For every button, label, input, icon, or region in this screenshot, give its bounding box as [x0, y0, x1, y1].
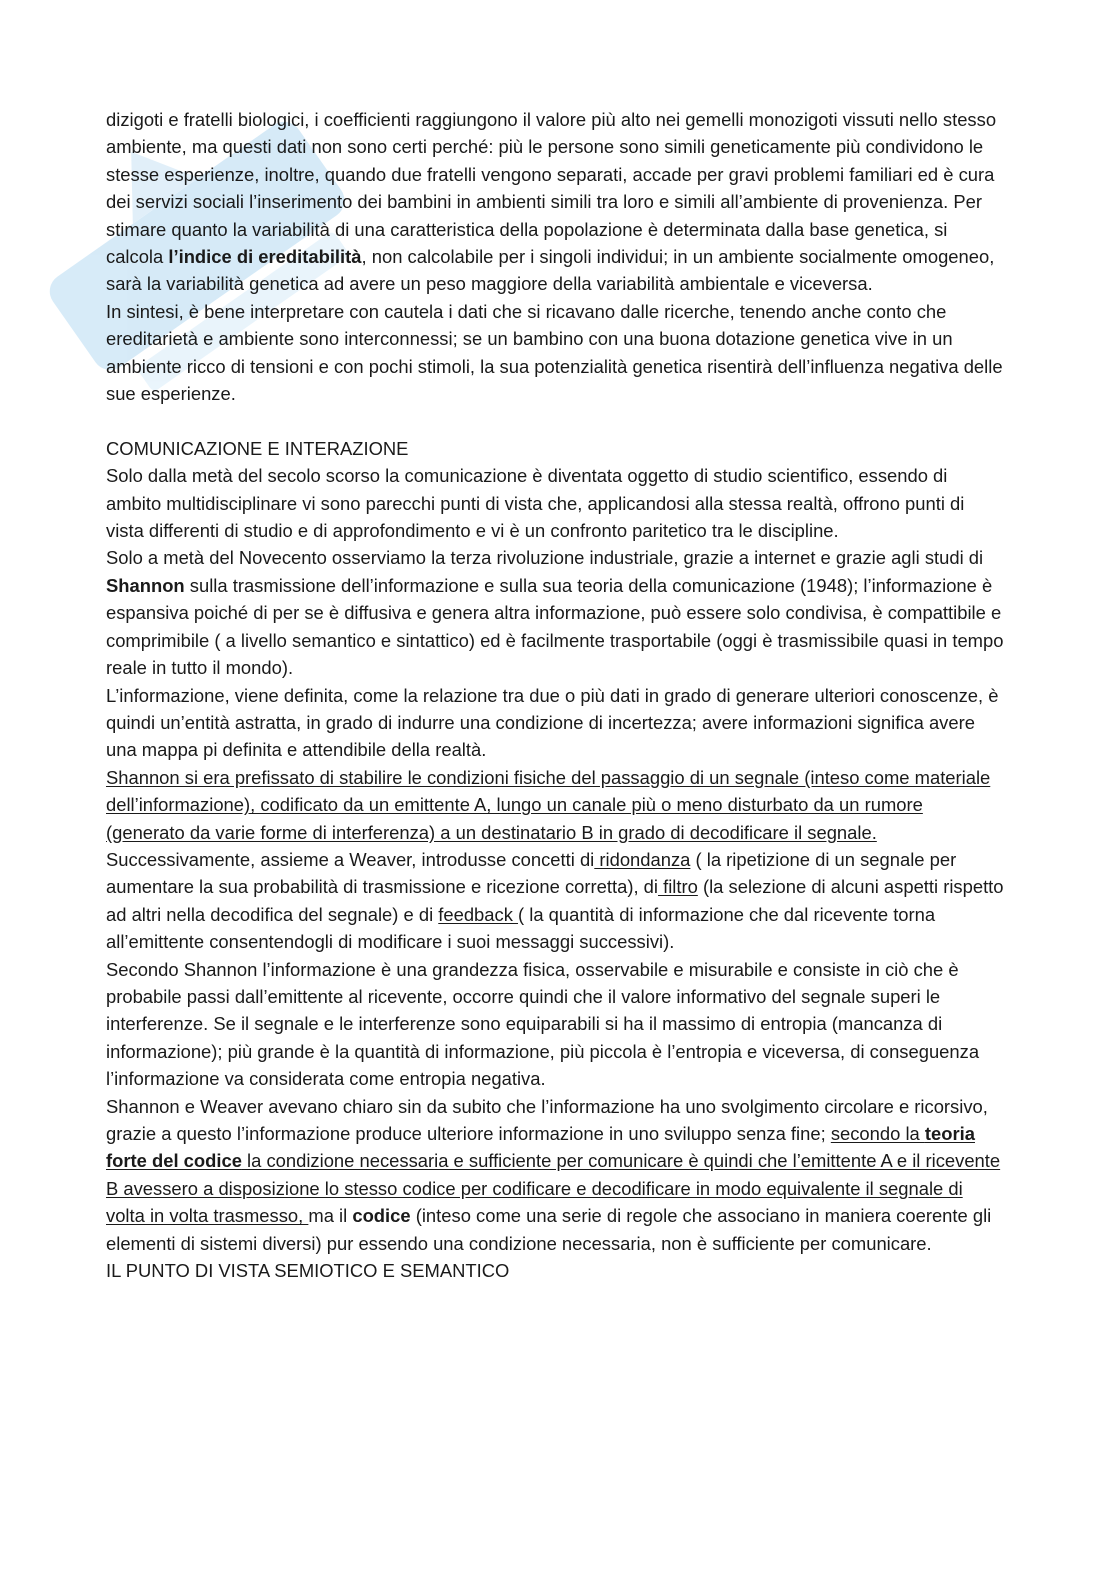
- paragraph-ereditabilita: [106, 106, 1006, 298]
- section-heading-semiotico: IL PUNTO DI VISTA SEMIOTICO E SEMANTICO: [106, 1260, 510, 1282]
- paragraph-informazione-definizione: L’informazione, viene definita, come la relazione tra due o più dati in grado di generare ulteriori conoscenze, è quindi un’entità astratta, in grado di indurre una condizione di incertezza; avere informazioni significa avere una mappa pi definita e attendibile della realtà.: [106, 684, 999, 761]
- paragraph-text: (inteso come una serie di regole che associano in maniera coerente gli elementi di sistemi diversi) pur essendo una condizione necessaria, non è sufficiente per comunicare.: [106, 1205, 992, 1254]
- underlined-part: la condizione necessaria e sufficiente per comunicare è quindi che l’emittente A e il ricevente B avessero a disposizione lo stesso codice per codificare e decodificare in modo equivalente il segnale di volta in volta trasmesso,: [106, 1150, 1001, 1227]
- underlined-text: Shannon si era prefissato di stabilire le condizioni fisiche del passaggio di un segnale (inteso come materiale dell’informazione), codificato da un emittente A, lungo un canale più o meno disturbato da un rumore (generato da varie forme di interferenza) a un destinatario B in grado di decodificare il segnale.: [106, 766, 991, 843]
- bold-term: teoria forte del codice: [106, 1123, 975, 1172]
- paragraph-sintesi: In sintesi, è bene interpretare con cautela i dati che si ricavano dalle ricerche, tenendo anche conto che ereditarietà e ambiente sono interconnessi; se un bambino con una buona dotazione genetica vive in un ambiente ricco di tensioni e con pochi stimoli, la sua potenzialità genetica risentirà dell’influenza negativa delle sue esperienze.: [106, 300, 1003, 405]
- document-page: [106, 106, 1006, 1284]
- bold-term: l’indice di ereditabilità: [168, 246, 362, 268]
- bold-term: codice: [352, 1205, 411, 1227]
- section-heading-comunicazione: COMUNICAZIONE E INTERAZIONE: [106, 437, 409, 459]
- paragraph-text: ma il: [308, 1205, 353, 1227]
- underlined-part: secondo la: [830, 1123, 925, 1145]
- paragraph-comunicazione-studio: Solo dalla metà del secolo scorso la comunicazione è diventata oggetto di studio scientifico, essendo di ambito multidisciplinare vi sono parecchi punti di vista che, applicandosi alla stessa realtà, offrono punti di vista differenti di studio e di approfondimento e vi è un confronto paritetico tra le discipline.: [106, 465, 965, 542]
- paragraph-text: Successivamente, assieme a Weaver, introdusse concetti di: [106, 848, 595, 870]
- paragraph-text: Shannon e Weaver avevano chiaro sin da subito che l’informazione ha uno svolgimento circolare e ricorsivo, grazie a questo l’informazione produce ulteriore informazione in uno sviluppo senza fine;: [106, 1095, 988, 1145]
- blank-line: [106, 407, 1006, 434]
- underlined-term: feedback: [438, 903, 519, 925]
- paragraph-text: dizigoti e fratelli biologici, i coefficienti raggiungono il valore più alto nei gemelli monozigoti vissuti nello stesso ambiente, ma questi dati non sono certi perché: più le persone sono simili geneticamente più condividono le stesse esperienze, inoltre, quando due fratelli vengono separati, accade per gravi problemi familiari ed è cura dei servizi sociali l’inserimento dei bambini in ambienti simili tra loro e simili all’ambiente di provenienza. Per stimare quanto la variabilità di una caratteristica della popolazione è determinata dalla base genetica, si calcola: [106, 109, 997, 268]
- paragraph-novecento: [106, 544, 1006, 681]
- paragraph-text: , non calcolabile per i singoli individui; in un ambiente socialmente omogeneo, sarà la variabilità genetica ad avere un peso maggiore della variabilità ambientale e viceversa.: [106, 246, 995, 295]
- underlined-term: ridondanza: [594, 848, 691, 870]
- bold-term: Shannon: [106, 574, 185, 596]
- paragraph-text: ( la ripetizione di un segnale per aumentare la sua probabilità di trasmissione e ricezione corretta), di: [106, 848, 957, 898]
- paragraph-text: (la selezione di alcuni aspetti rispetto ad altri nella decodifica del segnale) e di: [106, 876, 1004, 925]
- paragraph-shannon-segnale: [106, 764, 1006, 846]
- paragraph-weaver: [106, 846, 1006, 956]
- paragraph-entropia: Secondo Shannon l’informazione è una grandezza fisica, osservabile e misurabile e consiste in ciò che è probabile passi dall’emittente al ricevente, occorre quindi che il valore informativo del segnale superi le interferenze. Se il segnale e le interferenze sono equiparabili si ha il massimo di entropia (mancanza di informazione); più grande è la quantità di informazione, più piccola è l’entropia e viceversa, di conseguenza l’informazione va considerata come entropia negativa.: [106, 958, 980, 1090]
- paragraph-text: Solo a metà del Novecento osserviamo la terza rivoluzione industriale, grazie a internet e grazie agli studi di: [106, 547, 984, 569]
- underlined-term: filtro: [658, 876, 698, 898]
- paragraph-text: sulla trasmissione dell’informazione e sulla sua teoria della comunicazione (1948); l’informazione è espansiva poiché di per se è diffusiva e genera altra informazione, può essere solo condivisa, è compattibile e comprimibile ( a livello semantico e sintattico) ed è facilmente trasportabile (oggi è trasmissibile quasi in tempo reale in tutto il mondo).: [106, 574, 1004, 679]
- paragraph-text: ( la quantità di informazione che dal ricevente torna all’emittente consentendogli di modificare i suoi messaggi successivi).: [106, 903, 936, 953]
- paragraph-teoria-codice: [106, 1093, 1006, 1257]
